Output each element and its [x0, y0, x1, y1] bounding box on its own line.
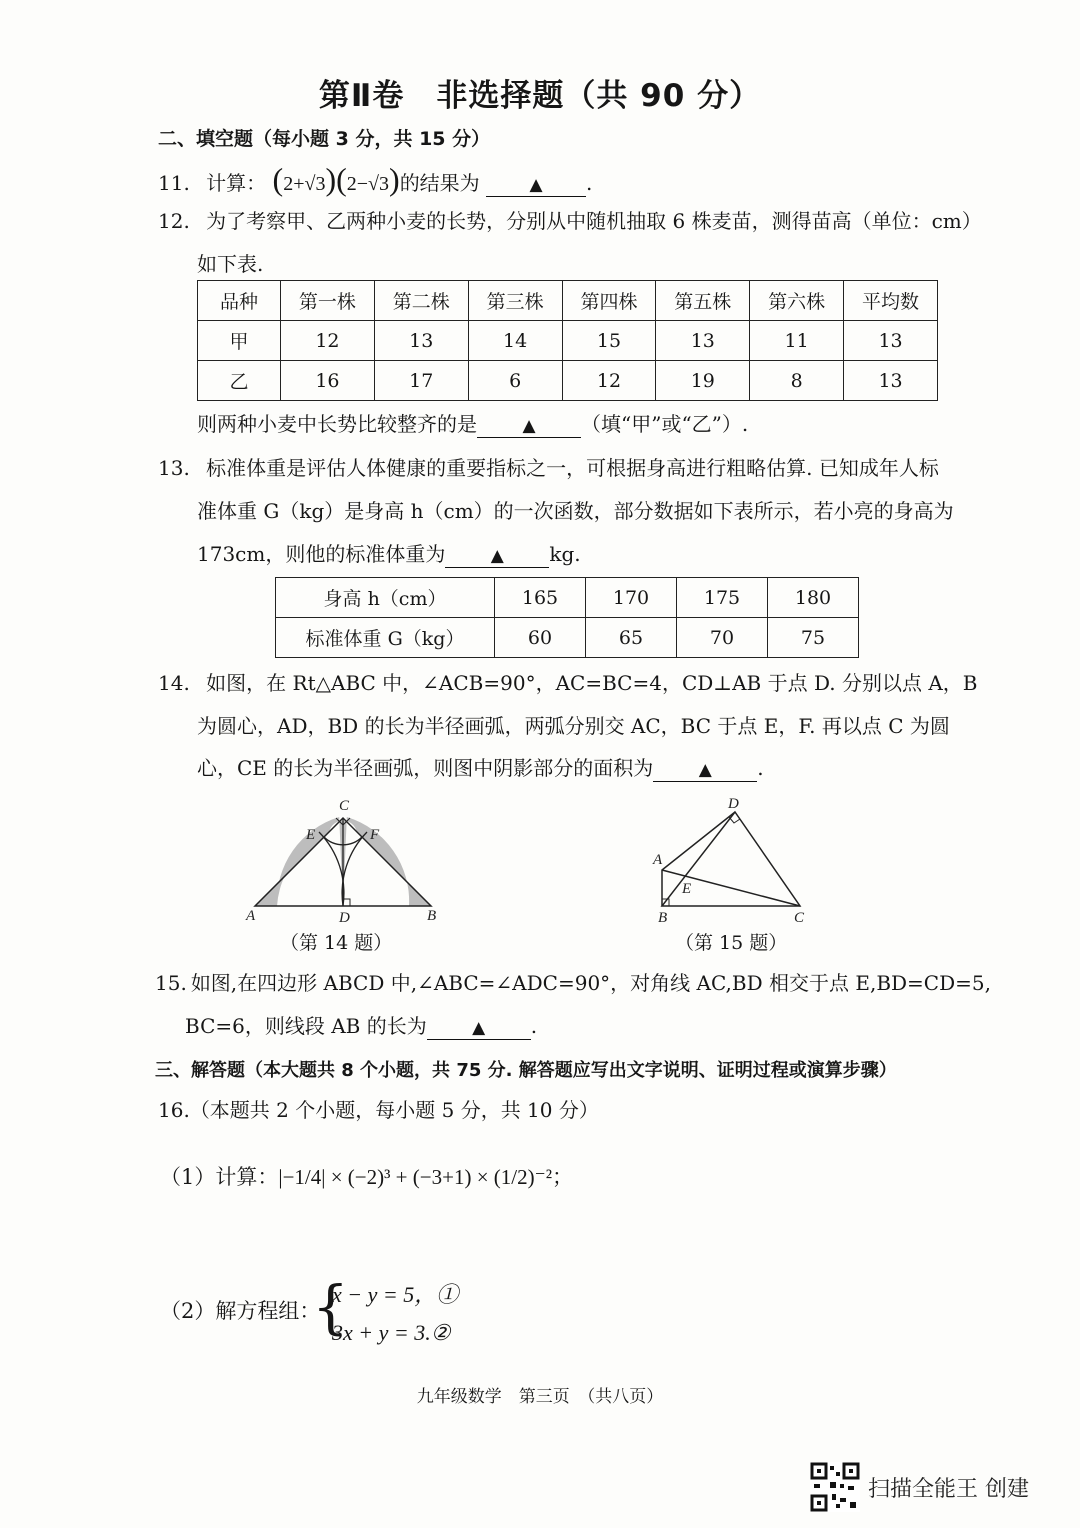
- label-c: C: [339, 798, 350, 814]
- figure-15: [645, 792, 815, 927]
- label-e: E: [306, 827, 316, 843]
- q14-line3: 心，CE 的长为半径画弧，则图中阴影部分的面积为 ▲ .: [197, 756, 764, 780]
- question-13: 13. 标准体重是评估人体健康的重要指标之一，可根据身高进行粗略估算. 已知成年人标: [158, 456, 939, 480]
- label-b: B: [658, 910, 668, 926]
- figure-14: [240, 792, 455, 927]
- question-16: 16.（本题共 2 个小题，每小题 5 分，共 10 分）: [158, 1098, 599, 1122]
- q13-line3: 173cm，则他的标准体重为 ▲ kg.: [197, 542, 581, 566]
- label-f: F: [370, 827, 380, 843]
- question-12: 12. 为了考察甲、乙两种小麦的长势，分别从中随机抽取 6 株麦苗，测得苗高（单位：cm）: [158, 209, 982, 233]
- q12-line2: 如下表.: [197, 252, 264, 276]
- label-a: A: [246, 908, 256, 924]
- arc-from-b: [342, 832, 367, 906]
- watermark-text: 扫描全能王 创建: [868, 1477, 1029, 1502]
- q12-answer-line: 则两种小麦中长势比较整齐的是 ▲ （填“甲”或“乙”）.: [197, 412, 749, 436]
- q12-table: [197, 280, 938, 401]
- table-row: 身高 h（cm） 165 170 175 180: [276, 578, 859, 618]
- answer-blank[interactable]: ▲: [445, 545, 549, 568]
- arc-from-a: [319, 832, 344, 906]
- brace: {: [312, 1273, 349, 1341]
- q14-line2: 为圆心，AD，BD 的长为半径画弧，两弧分别交 AC，BC 于点 E，F. 再以点 C 为圆: [197, 714, 950, 738]
- table-row: 乙 16 17 6 12 19 8 13: [198, 361, 938, 401]
- equation-2: 3x + y = 3.②: [332, 1320, 451, 1345]
- label-b: B: [427, 908, 437, 924]
- q13-table: [275, 577, 859, 658]
- question-11: 11. 计算： (2+√3)(2−√3)的结果为 ▲ .: [158, 161, 593, 197]
- table-row: 标准体重 G（kg） 60 65 70 75: [276, 618, 859, 658]
- equation-1: x − y = 5，①: [332, 1282, 459, 1307]
- table-row: 甲 12 13 14 15 13 11 13: [198, 321, 938, 361]
- qr-code-icon: [810, 1462, 860, 1512]
- label-d: D: [339, 910, 350, 926]
- q16-part1: （1）计算：|−1/4| × (−2)³ + (−3+1) × (1/2)⁻²；: [160, 1165, 573, 1189]
- page-title: 第Ⅱ卷 非选择题（共 90 分）: [318, 78, 762, 114]
- q16-part1-expression: |−1/4| × (−2)³ + (−3+1) × (1/2)⁻²；: [278, 1165, 573, 1189]
- q13-line2: 准体重 G（kg）是身高 h（cm）的一次函数，部分数据如下表所示，若小亮的身高为: [197, 499, 954, 523]
- figure-14-caption: （第 14 题）: [280, 932, 393, 954]
- equation-system: [332, 1276, 458, 1352]
- label-e: E: [682, 881, 692, 897]
- answer-blank[interactable]: ▲: [486, 174, 586, 197]
- label-c: C: [794, 910, 805, 926]
- q11-expression: (2+√3)(2−√3): [272, 161, 400, 197]
- q16-part2-label: （2）解方程组：: [160, 1299, 321, 1323]
- answer-blank[interactable]: ▲: [653, 759, 757, 782]
- question-number: 11.: [158, 171, 190, 195]
- question-14: 14. 如图，在 Rt△ABC 中，∠ACB=90°，AC=BC=4，CD⊥AB 于点 D. 分别以点 A，B: [158, 671, 978, 695]
- label-d: D: [728, 796, 739, 812]
- question-15: 15. 如图,在四边形 ABCD 中,∠ABC=∠ADC=90°，对角线 AC,BD 相交于点 E,BD=CD=5,: [155, 971, 991, 995]
- section-3-heading: 三、解答题（本大题共 8 个小题，共 75 分. 解答题应写出文字说明、证明过程或演算步骤）: [155, 1060, 897, 1081]
- q15-line2: BC=6，则线段 AB 的长为 ▲ .: [185, 1014, 538, 1038]
- answer-blank[interactable]: ▲: [477, 415, 581, 438]
- table-header-row: 品种 第一株 第二株 第三株 第四株 第五株 第六株 平均数: [198, 281, 938, 321]
- section-2-heading: 二、填空题（每小题 3 分，共 15 分）: [158, 128, 491, 150]
- answer-blank[interactable]: ▲: [427, 1017, 531, 1040]
- label-a: A: [653, 852, 663, 868]
- figure-15-caption: （第 15 题）: [675, 932, 788, 954]
- page-footer: 九年级数学 第三页 （共八页）: [416, 1387, 664, 1407]
